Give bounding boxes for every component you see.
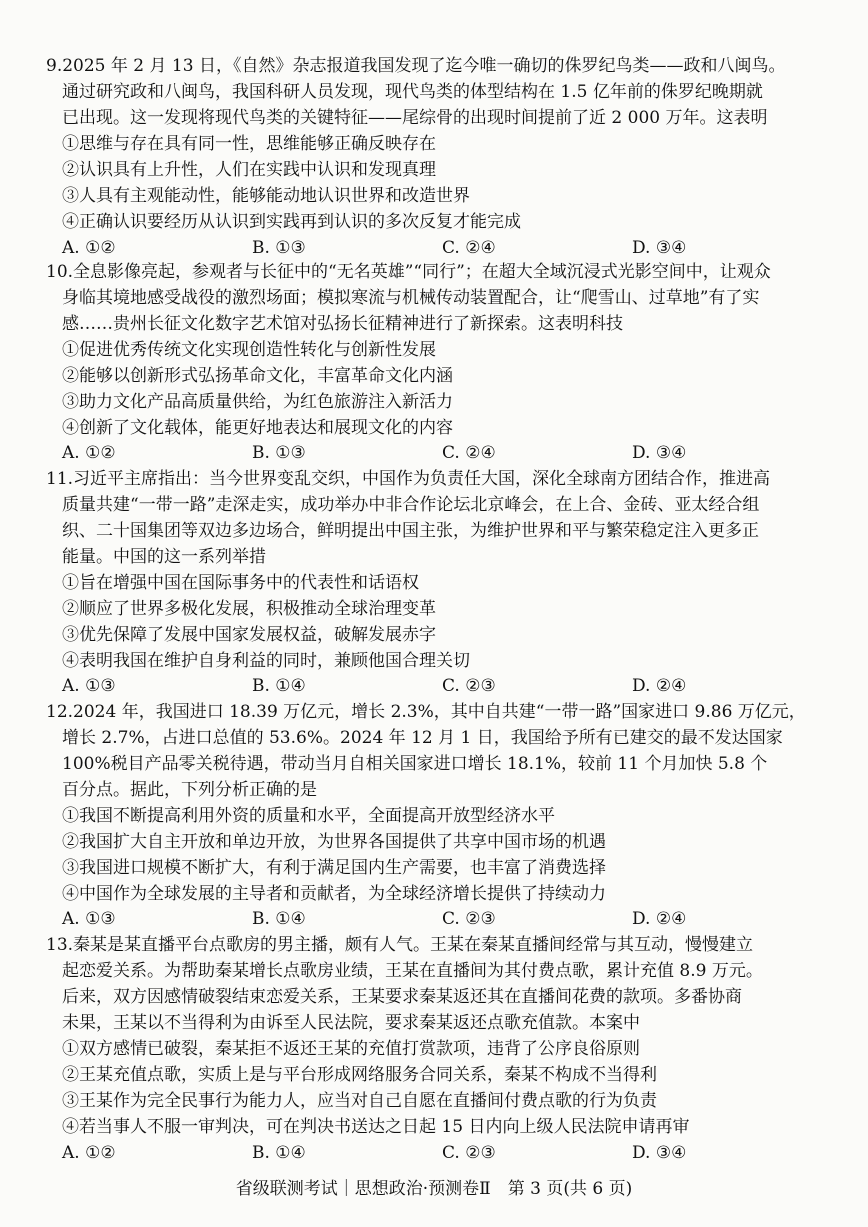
option-b[interactable]: B. ①④ (252, 676, 306, 696)
option-d[interactable]: D. ③④ (632, 238, 687, 258)
question-stem: 质量共建“一带一路”走深走实，成功举办中非合作论坛北京峰会，在上合、金砖、亚太经合组 (62, 495, 760, 515)
statement-4: ④正确认识要经历从认识到实践再到认识的多次反复才能完成 (62, 212, 521, 232)
statement-2: ②王某充值点歌，实质上是与平台形成网络服务合同关系，秦某不构成不当得利 (62, 1065, 657, 1085)
statement-2: ②能够以创新形式弘扬革命文化，丰富革命文化内涵 (62, 366, 453, 386)
statement-2: ②认识具有上升性，人们在实践中认识和发现真理 (62, 160, 436, 180)
option-a[interactable]: A. ①② (62, 238, 116, 258)
option-b[interactable]: B. ①③ (252, 238, 306, 258)
question-stem: 增长 2.7%，占进口总值的 53.6%。2024 年 12 月 1 日，我国给予所有已建交的最不发达国家 (62, 728, 783, 748)
page-footer: 省级联测考试｜思想政治·预测卷Ⅱ 第 3 页(共 6 页) (235, 1179, 633, 1199)
option-d[interactable]: D. ③④ (632, 1143, 687, 1163)
question-stem: 感……贵州长征文化数字艺术馆对弘扬长征精神进行了新探索。这表明科技 (62, 314, 623, 334)
question-stem: 100%税目产品零关税待遇，带动当月自相关国家进口增长 18.1%，较前 11 个月加快 5.8 个 (62, 754, 768, 774)
option-a[interactable]: A. ①② (62, 1143, 116, 1163)
option-a[interactable]: A. ①③ (62, 676, 116, 696)
statement-1: ①旨在增强中国在国际事务中的代表性和话语权 (62, 573, 419, 593)
statement-4: ④创新了文化载体，能更好地表达和展现文化的内容 (62, 418, 453, 438)
option-b[interactable]: B. ①③ (252, 443, 306, 463)
option-b[interactable]: B. ①④ (252, 909, 306, 929)
question-stem: 起恋爱关系。为帮助秦某增长点歌房业绩，王某在直播间为其付费点歌，累计充值 8.9 万元。 (62, 961, 763, 981)
statement-4: ④若当事人不服一审判决，可在判决书送达之日起 15 日内向上级人民法院申请再审 (62, 1117, 690, 1137)
question-stem: 13.秦某是某直播平台点歌房的男主播，颇有人气。王某在秦某直播间经常与其互动，慢慢建立 (46, 935, 754, 955)
question-stem: 织、二十国集团等双边多边场合，鲜明提出中国主张，为维护世界和平与繁荣稳定注入更多正 (62, 521, 759, 541)
option-a[interactable]: A. ①③ (62, 909, 116, 929)
statement-2: ②我国扩大自主开放和单边开放，为世界各国提供了共享中国市场的机遇 (62, 832, 606, 852)
statement-4: ④中国作为全球发展的主导者和贡献者，为全球经济增长提供了持续动力 (62, 884, 606, 904)
statement-1: ①我国不断提高利用外资的质量和水平，全面提高开放型经济水平 (62, 806, 555, 826)
statement-3: ③助力文化产品高质量供给，为红色旅游注入新活力 (62, 392, 453, 412)
statement-1: ①思维与存在具有同一性，思维能够正确反映存在 (62, 134, 436, 154)
question-stem: 后来，双方因感情破裂结束恋爱关系，王某要求秦某返还其在直播间花费的款项。多番协商 (62, 987, 742, 1007)
question-stem: 能量。中国的这一系列举措 (62, 547, 266, 567)
statement-3: ③人具有主观能动性，能够能动地认识世界和改造世界 (62, 186, 470, 206)
statement-3: ③王某作为完全民事行为能力人，应当对自己自愿在直播间付费点歌的行为负责 (62, 1091, 657, 1111)
option-c[interactable]: C. ②③ (442, 1143, 496, 1163)
question-stem: 10.全息影像亮起，参观者与长征中的“无名英雄”“同行”；在超大全域沉浸式光影空间中，让观众 (46, 262, 771, 282)
statement-3: ③优先保障了发展中国家发展权益，破解发展赤字 (62, 625, 436, 645)
question-stem: 身临其境地感受战役的激烈场面；模拟寒流与机械传动装置配合，让“爬雪山、过草地”有了实 (62, 288, 760, 308)
question-stem: 9.2025 年 2 月 13 日，《自然》杂志报道我国发现了迄今唯一确切的侏罗纪鸟类——政和八闽鸟。 (46, 56, 786, 76)
statement-4: ④表明我国在维护自身利益的同时，兼顾他国合理关切 (62, 651, 470, 671)
question-stem: 12.2024 年，我国进口 18.39 万亿元，增长 2.3%，其中自共建“一带一路”国家进口 9.86 万亿元， (46, 702, 806, 722)
statement-2: ②顺应了世界多极化发展，积极推动全球治理变革 (62, 599, 436, 619)
option-b[interactable]: B. ①④ (252, 1143, 306, 1163)
option-c[interactable]: C. ②④ (442, 443, 496, 463)
question-stem: 11.习近平主席指出：当今世界变乱交织，中国作为负责任大国，深化全球南方团结合作，推进高 (46, 469, 771, 489)
question-stem: 百分点。据此，下列分析正确的是 (62, 780, 317, 800)
option-c[interactable]: C. ②③ (442, 909, 496, 929)
option-c[interactable]: C. ②③ (442, 676, 496, 696)
question-stem: 已出现。这一发现将现代鸟类的关键特征——尾综骨的出现时间提前了近 2 000 万年。这表明 (62, 108, 768, 128)
question-stem: 未果，王某以不当得利为由诉至人民法院，要求秦某返还点歌充值款。本案中 (62, 1013, 640, 1033)
statement-1: ①双方感情已破裂，秦某拒不返还王某的充值打赏款项，违背了公序良俗原则 (62, 1039, 640, 1059)
option-d[interactable]: D. ②④ (632, 676, 687, 696)
statement-1: ①促进优秀传统文化实现创造性转化与创新性发展 (62, 340, 436, 360)
option-a[interactable]: A. ①② (62, 443, 116, 463)
option-d[interactable]: D. ②④ (632, 909, 687, 929)
question-stem: 通过研究政和八闽鸟，我国科研人员发现，现代鸟类的体型结构在 1.5 亿年前的侏罗纪晚期就 (62, 82, 763, 102)
statement-3: ③我国进口规模不断扩大，有利于满足国内生产需要，也丰富了消费选择 (62, 858, 606, 878)
option-d[interactable]: D. ③④ (632, 443, 687, 463)
option-c[interactable]: C. ②④ (442, 238, 496, 258)
